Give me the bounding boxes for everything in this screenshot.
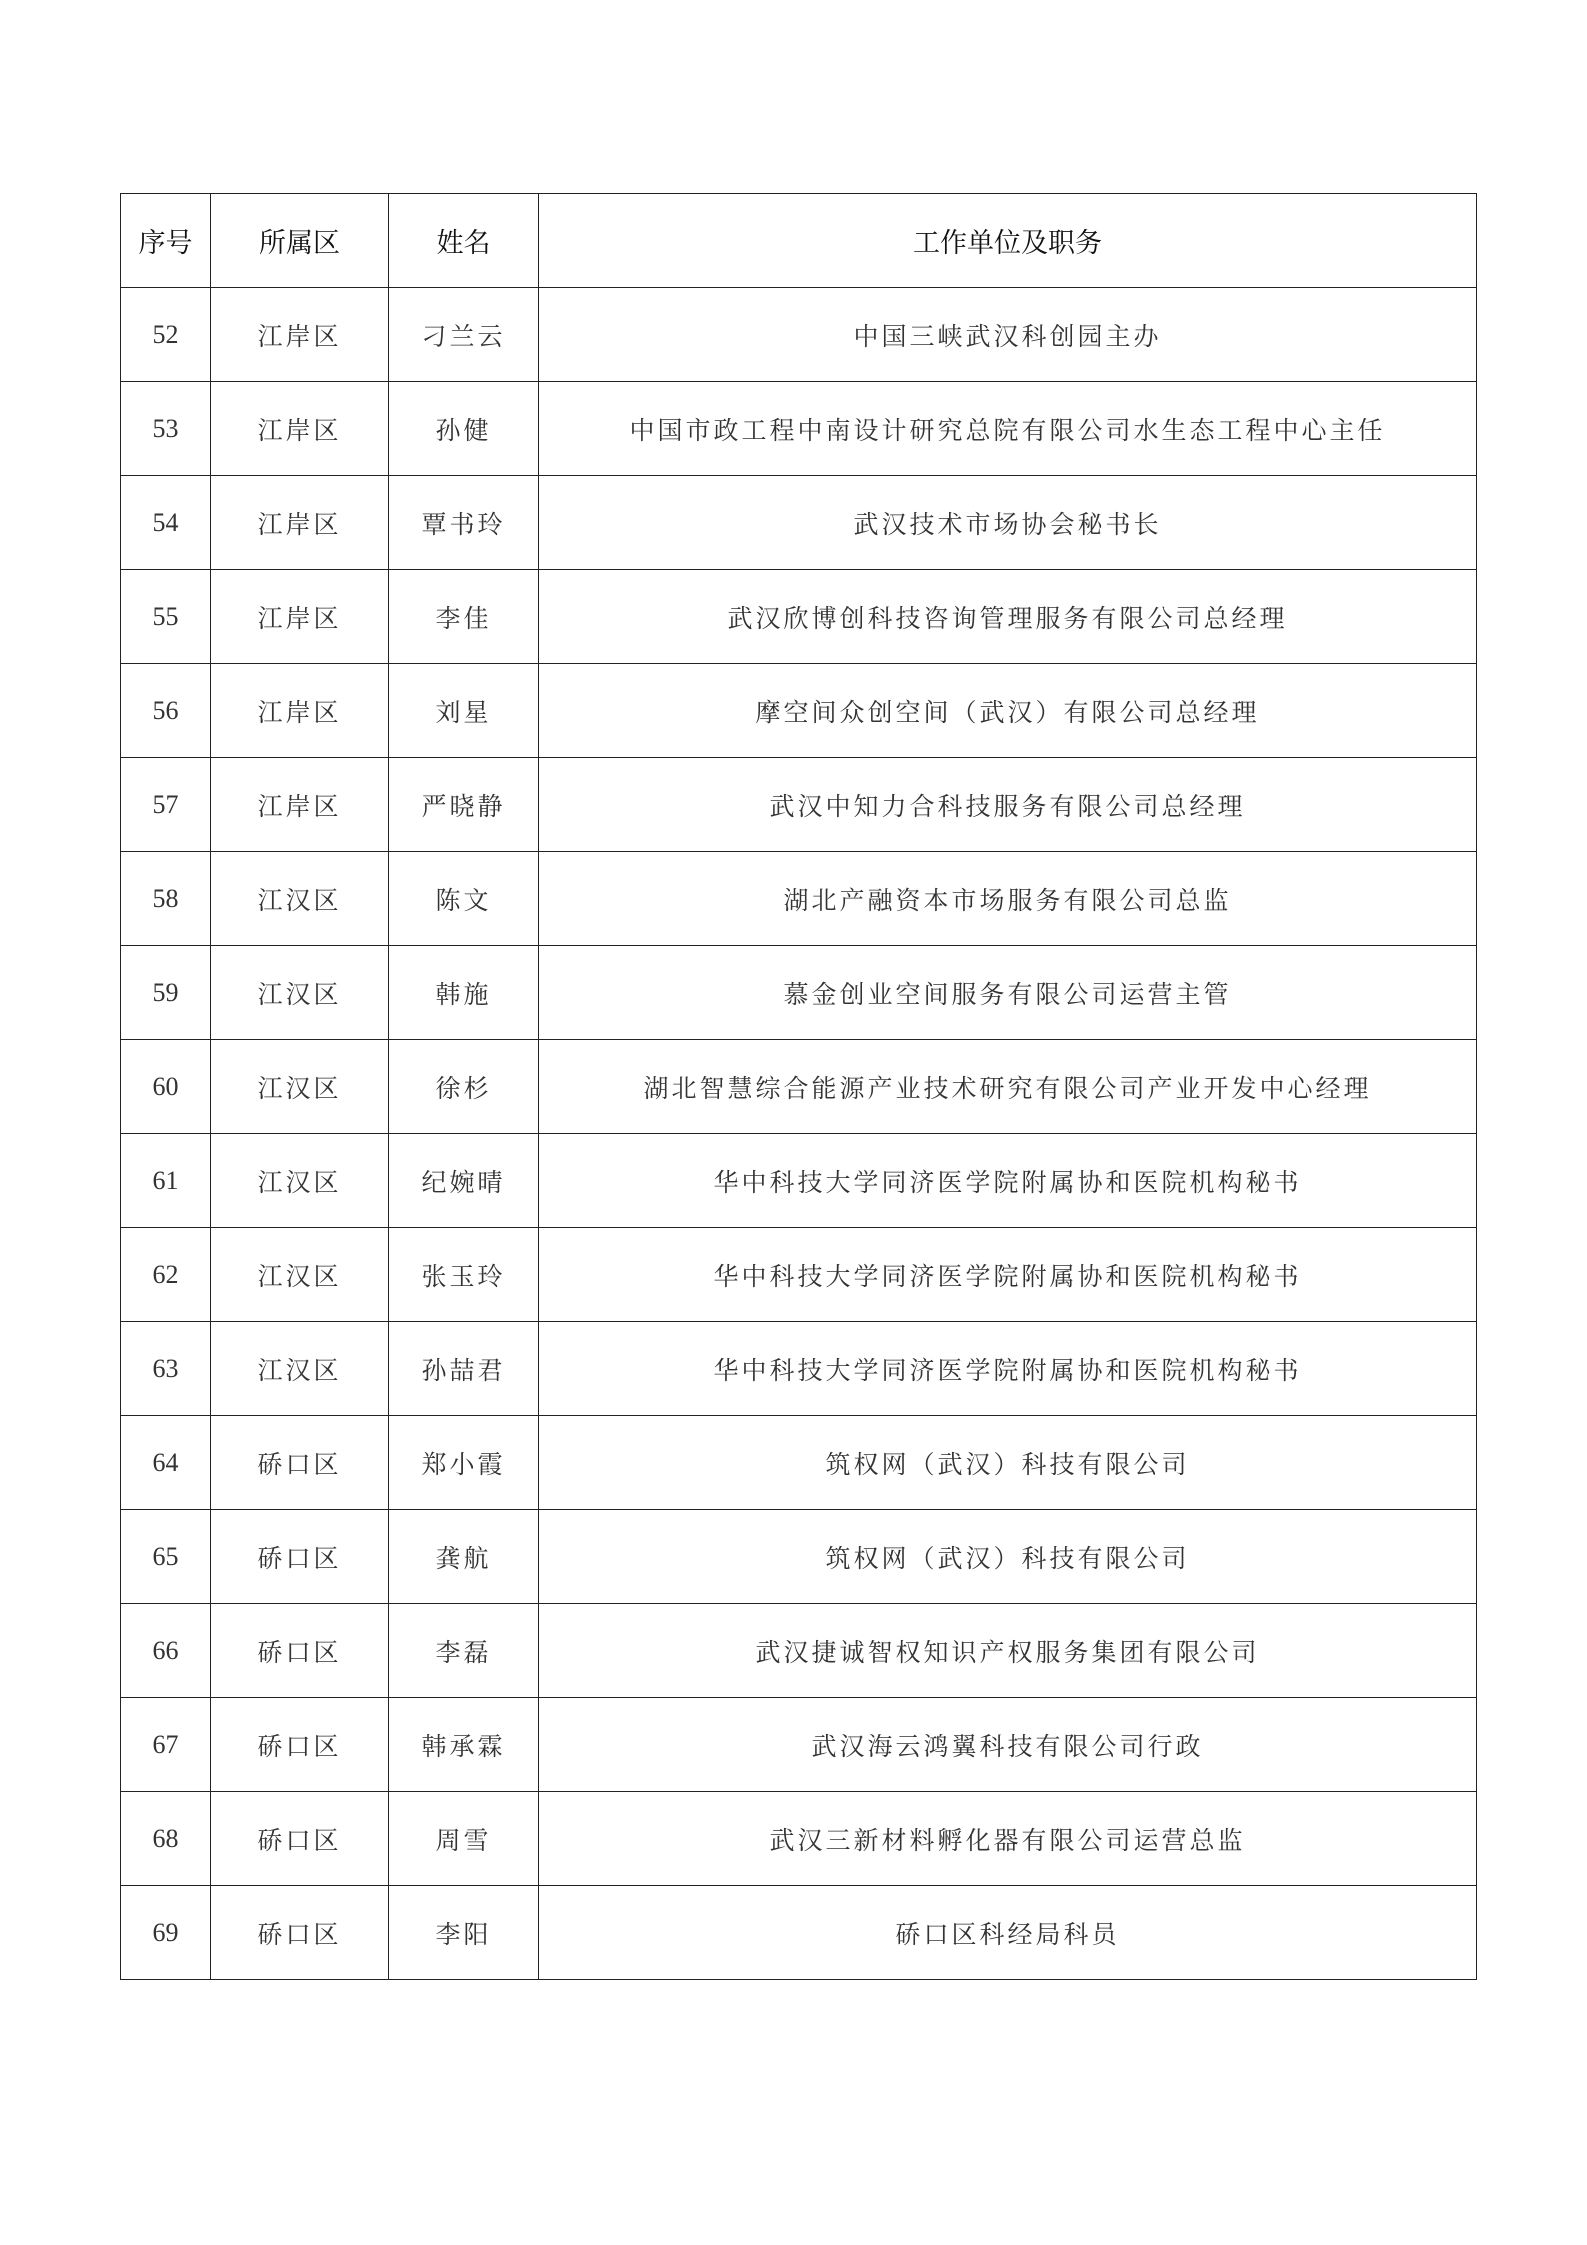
cell-name: 李阳 — [389, 1886, 539, 1980]
table-row — [121, 1416, 1477, 1510]
table-row — [121, 1040, 1477, 1134]
table-row — [121, 382, 1477, 476]
cell-name: 孙健 — [389, 382, 539, 476]
cell-unit: 武汉中知力合科技服务有限公司总经理 — [539, 758, 1477, 852]
cell-name: 李磊 — [389, 1604, 539, 1698]
personnel-table — [120, 193, 1477, 1980]
cell-district: 江汉区 — [211, 946, 389, 1040]
cell-name: 刁兰云 — [389, 288, 539, 382]
cell-unit: 中国市政工程中南设计研究总院有限公司水生态工程中心主任 — [539, 382, 1477, 476]
cell-district: 江汉区 — [211, 1040, 389, 1134]
cell-district: 江岸区 — [211, 664, 389, 758]
table-row — [121, 852, 1477, 946]
cell-unit: 武汉技术市场协会秘书长 — [539, 476, 1477, 570]
table-row — [121, 570, 1477, 664]
cell-seq: 63 — [121, 1322, 211, 1416]
table-row — [121, 476, 1477, 570]
cell-seq: 69 — [121, 1886, 211, 1980]
cell-name: 韩施 — [389, 946, 539, 1040]
cell-seq: 68 — [121, 1792, 211, 1886]
cell-district: 江岸区 — [211, 382, 389, 476]
cell-unit: 武汉欣博创科技咨询管理服务有限公司总经理 — [539, 570, 1477, 664]
table-header — [121, 194, 1477, 288]
cell-unit: 筑权网（武汉）科技有限公司 — [539, 1416, 1477, 1510]
cell-name: 覃书玲 — [389, 476, 539, 570]
cell-seq: 57 — [121, 758, 211, 852]
cell-name: 郑小霞 — [389, 1416, 539, 1510]
cell-unit: 武汉三新材料孵化器有限公司运营总监 — [539, 1792, 1477, 1886]
cell-unit: 摩空间众创空间（武汉）有限公司总经理 — [539, 664, 1477, 758]
table-row — [121, 1510, 1477, 1604]
cell-seq: 67 — [121, 1698, 211, 1792]
cell-seq: 58 — [121, 852, 211, 946]
cell-unit: 湖北智慧综合能源产业技术研究有限公司产业开发中心经理 — [539, 1040, 1477, 1134]
cell-district: 江岸区 — [211, 570, 389, 664]
cell-name: 龚航 — [389, 1510, 539, 1604]
cell-name: 纪婉晴 — [389, 1134, 539, 1228]
cell-name: 徐杉 — [389, 1040, 539, 1134]
cell-seq: 61 — [121, 1134, 211, 1228]
cell-unit: 武汉捷诚智权知识产权服务集团有限公司 — [539, 1604, 1477, 1698]
header-district: 所属区 — [211, 194, 389, 288]
cell-seq: 65 — [121, 1510, 211, 1604]
cell-seq: 56 — [121, 664, 211, 758]
table-row — [121, 1698, 1477, 1792]
table-row — [121, 664, 1477, 758]
cell-district: 江岸区 — [211, 476, 389, 570]
cell-district: 硚口区 — [211, 1604, 389, 1698]
cell-seq: 60 — [121, 1040, 211, 1134]
cell-district: 江岸区 — [211, 758, 389, 852]
cell-district: 江汉区 — [211, 1322, 389, 1416]
cell-unit: 中国三峡武汉科创园主办 — [539, 288, 1477, 382]
cell-seq: 59 — [121, 946, 211, 1040]
table-row — [121, 1228, 1477, 1322]
cell-name: 刘星 — [389, 664, 539, 758]
table-row — [121, 946, 1477, 1040]
cell-district: 硚口区 — [211, 1510, 389, 1604]
cell-district: 江汉区 — [211, 852, 389, 946]
cell-unit: 武汉海云鸿翼科技有限公司行政 — [539, 1698, 1477, 1792]
header-seq: 序号 — [121, 194, 211, 288]
cell-district: 江岸区 — [211, 288, 389, 382]
table-row — [121, 758, 1477, 852]
cell-district: 硚口区 — [211, 1792, 389, 1886]
cell-district: 江汉区 — [211, 1228, 389, 1322]
header-row — [121, 194, 1477, 288]
table-row — [121, 288, 1477, 382]
cell-unit: 筑权网（武汉）科技有限公司 — [539, 1510, 1477, 1604]
table-row — [121, 1886, 1477, 1980]
cell-seq: 54 — [121, 476, 211, 570]
cell-unit: 华中科技大学同济医学院附属协和医院机构秘书 — [539, 1134, 1477, 1228]
cell-district: 硚口区 — [211, 1416, 389, 1510]
cell-seq: 52 — [121, 288, 211, 382]
cell-name: 周雪 — [389, 1792, 539, 1886]
cell-seq: 64 — [121, 1416, 211, 1510]
cell-name: 孙喆君 — [389, 1322, 539, 1416]
cell-district: 硚口区 — [211, 1698, 389, 1792]
table-row — [121, 1604, 1477, 1698]
cell-unit: 湖北产融资本市场服务有限公司总监 — [539, 852, 1477, 946]
table-row — [121, 1322, 1477, 1416]
cell-name: 韩承霖 — [389, 1698, 539, 1792]
table-row — [121, 1134, 1477, 1228]
cell-district: 江汉区 — [211, 1134, 389, 1228]
cell-seq: 62 — [121, 1228, 211, 1322]
cell-unit: 慕金创业空间服务有限公司运营主管 — [539, 946, 1477, 1040]
cell-seq: 53 — [121, 382, 211, 476]
cell-name: 张玉玲 — [389, 1228, 539, 1322]
header-name: 姓名 — [389, 194, 539, 288]
cell-name: 严晓静 — [389, 758, 539, 852]
cell-unit: 硚口区科经局科员 — [539, 1886, 1477, 1980]
table-body — [121, 288, 1477, 1980]
table-row — [121, 1792, 1477, 1886]
cell-name: 陈文 — [389, 852, 539, 946]
header-unit: 工作单位及职务 — [539, 194, 1477, 288]
cell-name: 李佳 — [389, 570, 539, 664]
cell-unit: 华中科技大学同济医学院附属协和医院机构秘书 — [539, 1322, 1477, 1416]
cell-seq: 55 — [121, 570, 211, 664]
cell-unit: 华中科技大学同济医学院附属协和医院机构秘书 — [539, 1228, 1477, 1322]
cell-district: 硚口区 — [211, 1886, 389, 1980]
cell-seq: 66 — [121, 1604, 211, 1698]
